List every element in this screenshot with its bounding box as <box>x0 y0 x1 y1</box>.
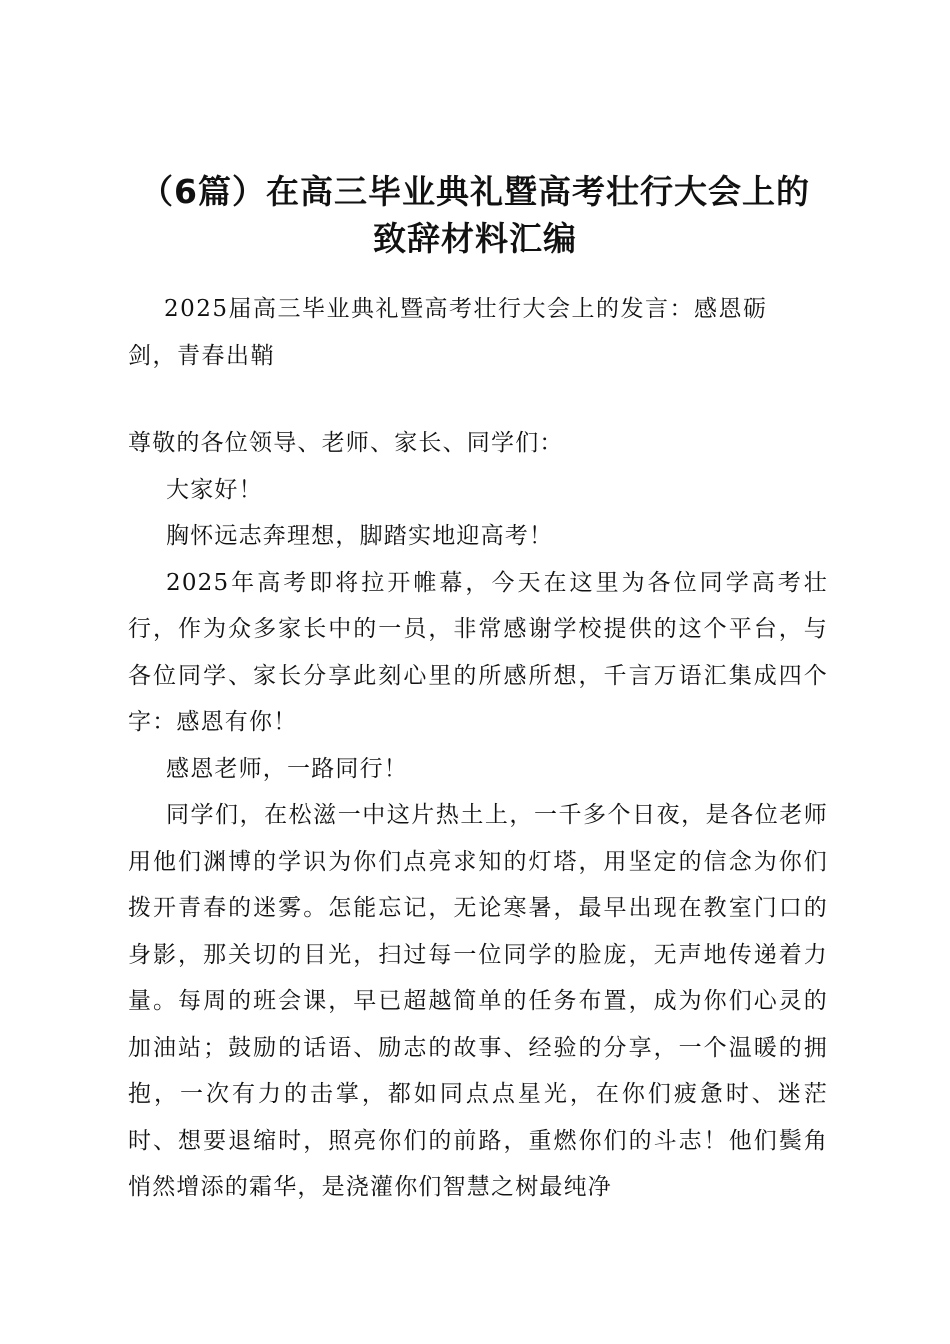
speech-subtitle: 2025届高三毕业典礼暨高考壮行大会上的发言：感恩砺剑，青春出鞘 <box>128 296 768 369</box>
paragraph: 胸怀远志奔理想，脚踏实地迎高考！ <box>166 523 554 549</box>
section-heading: 感恩老师，一路同行！ <box>166 755 408 782</box>
paragraph: 同学们，在松滋一中这片热土上，一千多个日夜，是各位老师用他们渊博的学识为你们点亮求知的灯塔，用坚定的信念为你们拨开青春的迷雾。怎能忘记，无论寒暑，最早出现在教室门口的身影，那关切的目光，扫过每一位同学的脸庞，无声地传递着力量。每周的班会课，早已超越简单的任务布置，成为你们心灵的加油站；鼓励的话语、励志的故事、经验的分享，一个温暖的拥抱，一次有力的击掌，都如同点点星光，在你们疲惫时、迷茫时、想要退缩时，照亮你们的前路，重燃你们的斗志！他们鬓角悄然增添的霜华，是浇灌你们智慧之树最纯净 <box>128 802 828 1200</box>
salutation: 尊敬的各位领导、老师、家长、同学们： <box>128 430 564 456</box>
document-title <box>100 168 850 262</box>
title-line-2: 致辞材料汇编 <box>373 219 577 258</box>
paragraph: 大家好！ <box>166 476 263 503</box>
title-line-1: （6篇）在高三毕业典礼暨高考壮行大会上的 <box>140 172 810 211</box>
speech-body <box>128 420 828 1211</box>
paragraph: 2025年高考即将拉开帷幕，今天在这里为各位同学高考壮行，作为众多家长中的一员，非常感谢学校提供的这个平台，与各位同学、家长分享此刻心里的所感所想，千言万语汇集成四个字：感恩有你！ <box>128 569 828 735</box>
